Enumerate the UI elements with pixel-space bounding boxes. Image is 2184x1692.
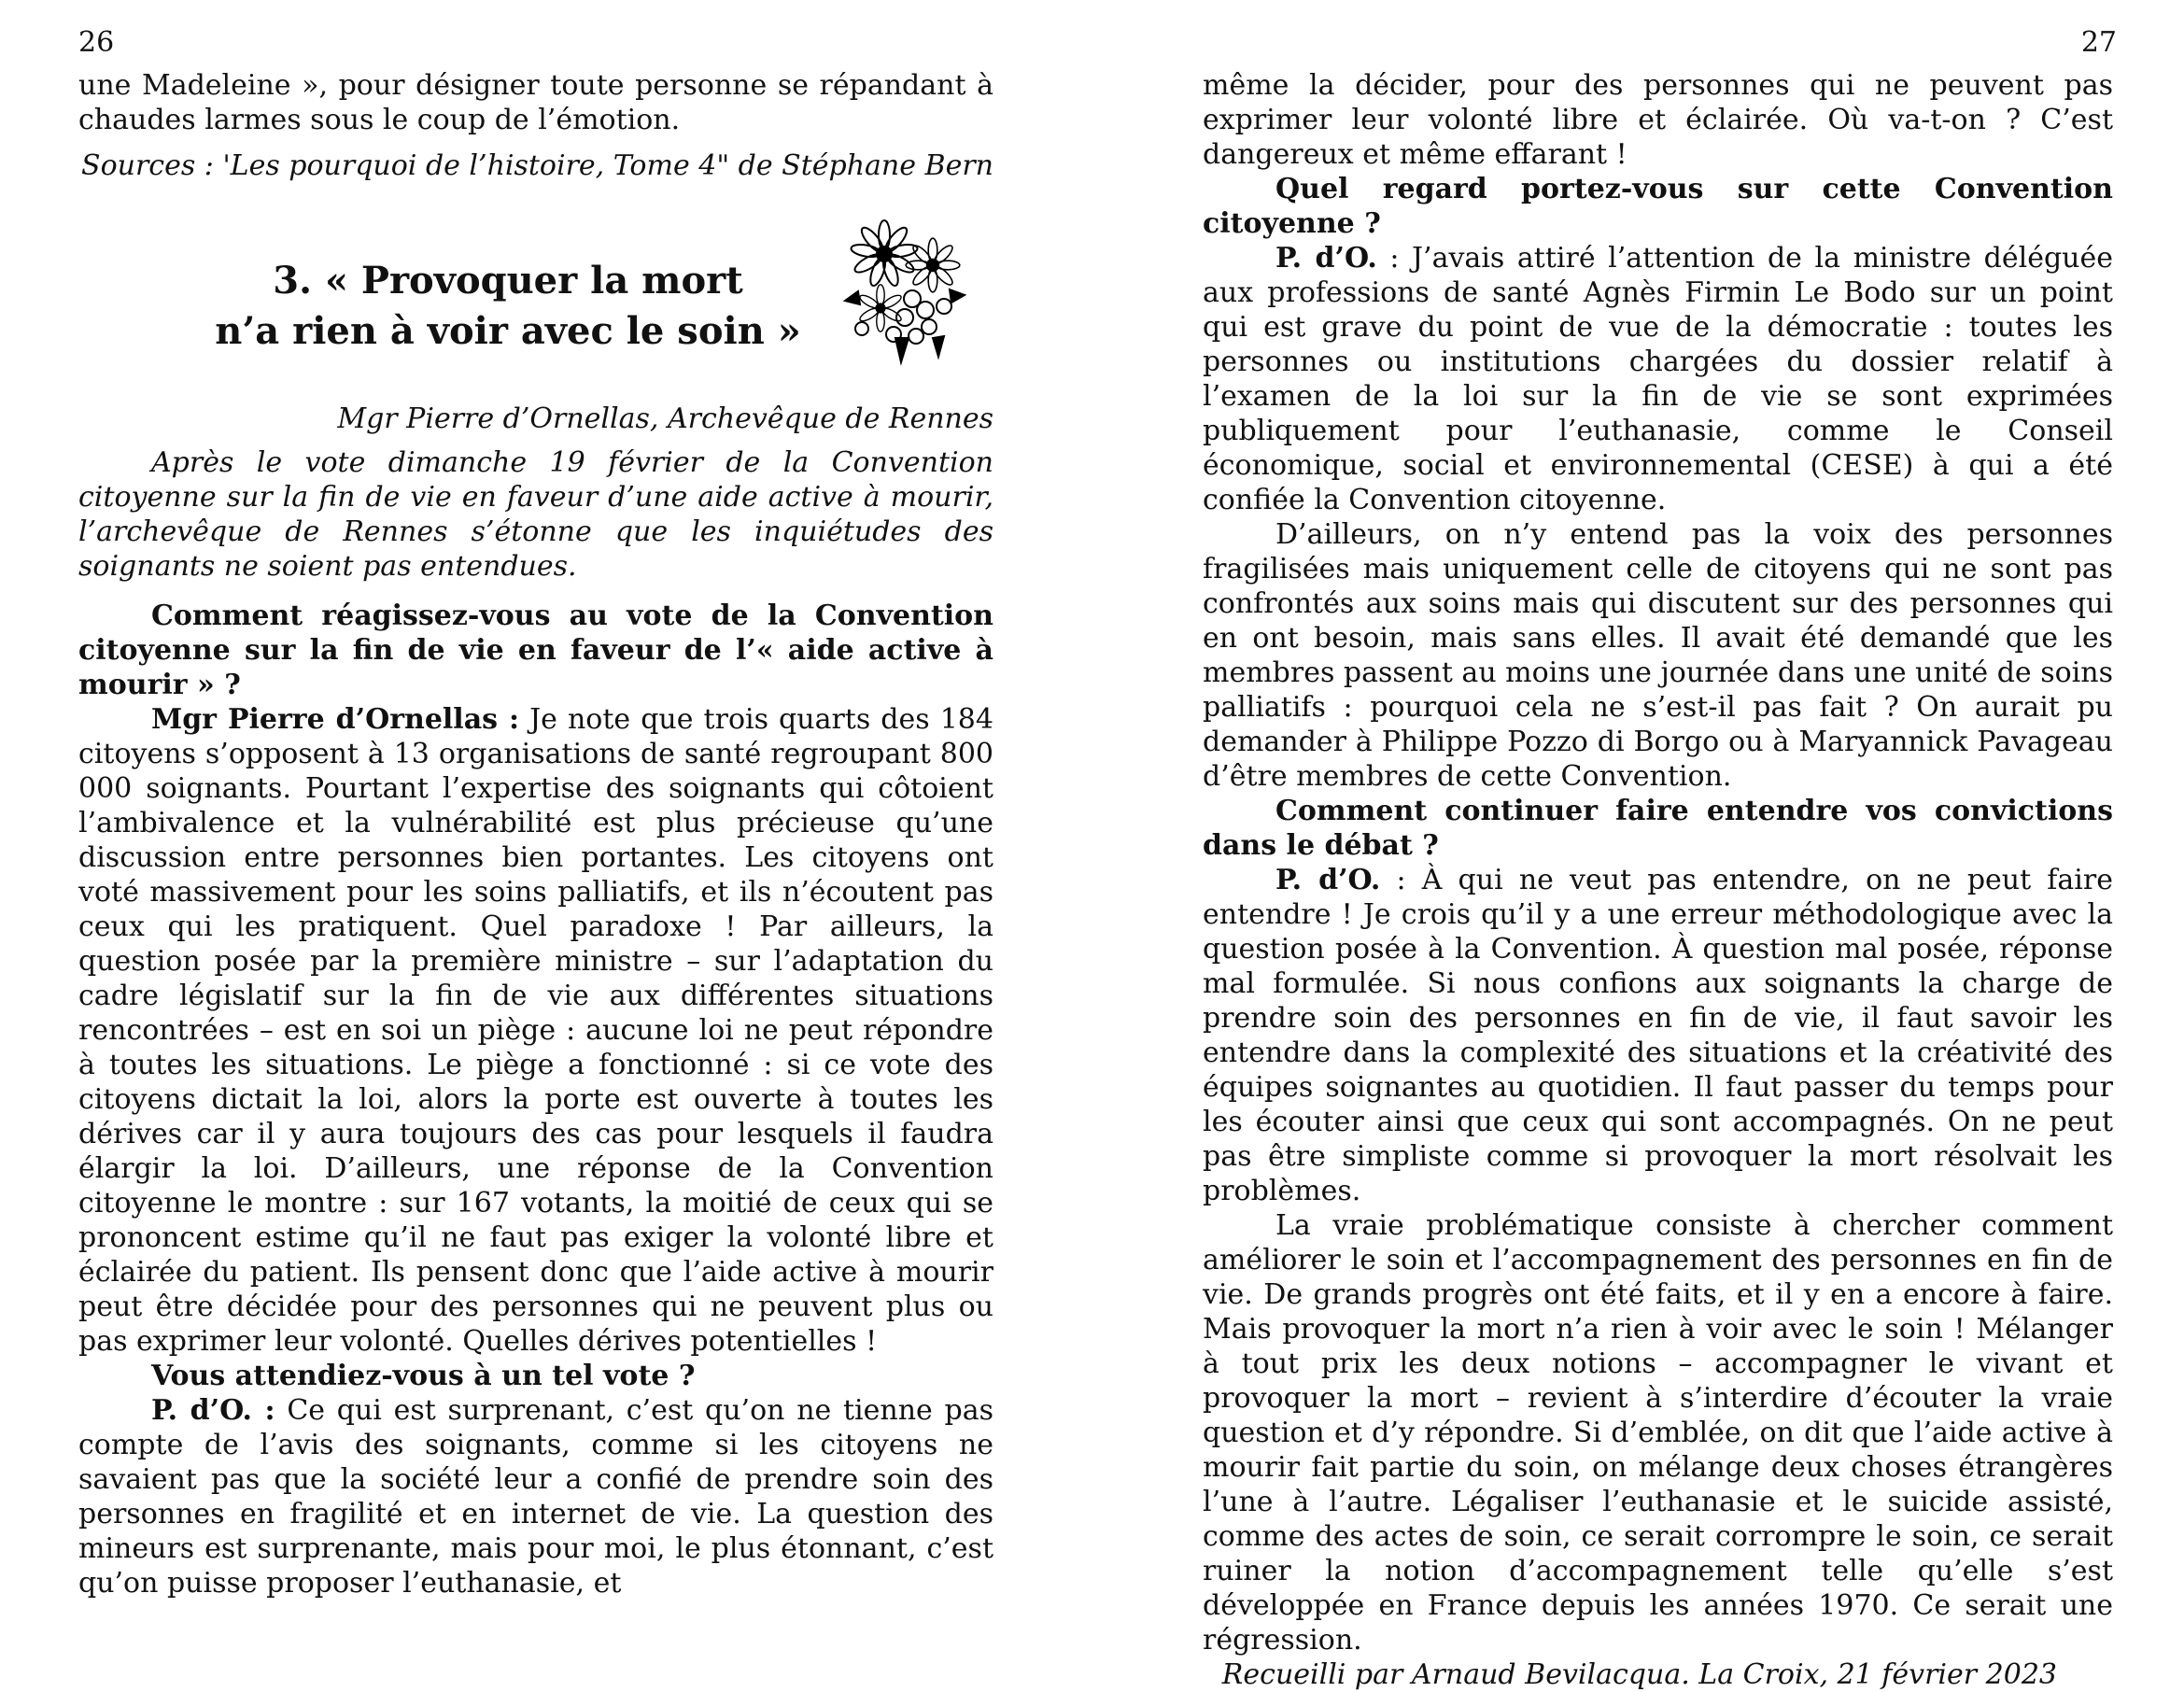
- article-title: [78, 256, 937, 357]
- page-number-right: 27: [2080, 26, 2117, 59]
- right-column: [1203, 68, 2113, 1692]
- sources-line: Sources : 'Les pourquoi de l’histoire, Tome 4" de Stéphane Bern: [81, 149, 993, 182]
- answer-2-text: Ce qui est surprenant, c’est qu’on ne tienne pas compte de l’avis des soignants, comme si les citoyens ne savaient pas que la société leur a confié de prendre soin des personnes en fragilité et en internet de vie. La question des mineurs est surprenante, mais pour moi, le plus étonnant, c’est qu’on puisse proposer l’euthanasie, et: [78, 1394, 993, 1600]
- left-page: [0, 0, 1092, 1600]
- question-4: Comment continuer faire entendre vos convictions dans le débat ?: [1203, 795, 2113, 862]
- intro-paragraph: une Madeleine », pour désigner toute personne se répandant à chaudes larmes sous le coup de l’émotion.: [78, 69, 993, 136]
- page-number-left: 26: [78, 26, 115, 59]
- answer-2: [78, 1393, 993, 1600]
- flower-bouquet-icon: [839, 217, 970, 366]
- answer-1: [78, 702, 993, 1359]
- article-heading: [78, 205, 993, 402]
- paragraph-dailleurs: D’ailleurs, on n’y entend pas la voix des personnes fragilisées mais uniquement celle de citoyens qui ne sont pas confrontés aux soins mais qui discutent sur des personnes qui en ont besoin, mais sans elles. Il avait été demandé que les membres passent au moins une journée dans une unité de soins palliatifs : pourquoi cela ne s’est-il pas fait ? On aurait pu demander à Philippe Pozzo di Borgo ou à Maryannick Pavageau d’être membres de cette Convention.: [1203, 518, 2113, 793]
- article-author: Mgr Pierre d’Ornellas, Archevêque de Rennes: [337, 402, 993, 435]
- article-credit: Recueilli par Arnaud Bevilacqua. La Croix, 21 février 2023: [1221, 1658, 2057, 1691]
- question-3: Quel regard portez-vous sur cette Convention citoyenne ?: [1203, 173, 2113, 240]
- answer-1-text: Je note que trois quarts des 184 citoyens s’opposent à 13 organisations de santé regroupant 800 000 soignants. Pourtant l’expertise des soignants qui côtoient l’ambivalence et la vulnérabilité est plus précieuse qu’une discussion entre personnes bien portantes. Les citoyens ont voté massivement pour les soins palliatifs, et ils n’écoutent pas ceux qui les pratiquent. Quel paradoxe ! Par ailleurs, la question posée par la première ministre – sur l’adaptation du cadre législatif sur la fin de vie aux différentes situations rencontrées – est en soi un piège : aucune loi ne peut répondre à toutes les situations. Le piège a fonctionné : si ce vote des citoyens dictait la loi, alors la porte est ouverte à toutes les dérives car il y aura toujours des cas pour lesquels il faudra élargir la loi. D’ailleurs, une réponse de la Convention citoyenne le montre : sur 167 votants, la moitié de ceux qui se prononcent estime qu’il ne faut pas exiger la volonté libre et éclairée du patient. Ils pensent donc que l’aide active à mourir peut être décidée pour des personnes qui ne peuvent plus ou pas exprimer leur volonté. Quelles dérives potentielles !: [78, 703, 993, 1358]
- answer-4-speaker: P. d’O.: [1275, 864, 1381, 896]
- right-page: [1092, 0, 2184, 1691]
- continued-paragraph: même la décider, pour des personnes qui ne peuvent pas exprimer leur volonté libre et éclairée. Où va-t-on ? C’est dangereux et même effarant !: [1203, 69, 2113, 171]
- answer-4-text: : À qui ne veut pas entendre, on ne peut faire entendre ! Je crois qu’il y a une erreur méthodologique avec la question posée à la Convention. À question mal posée, réponse mal formulée. Si nous confions aux soignants la charge de prendre soin des personnes en fin de vie, il faut savoir les entendre dans la complexité des situations et la créativité des équipes soignantes au quotidien. Il faut passer du temps pour les écouter ainsi que ceux qui sont accompagnés. On ne peut pas être simpliste comme si provoquer la mort résolvait les problèmes.: [1203, 864, 2113, 1207]
- answer-3: [1203, 241, 2113, 517]
- question-1: Comment réagissez-vous au vote de la Convention citoyenne sur la fin de vie en faveur de l’« aide active à mourir » ?: [78, 599, 993, 701]
- answer-4: [1203, 863, 2113, 1208]
- article-chapeau: Après le vote dimanche 19 février de la Convention citoyenne sur la fin de vie en faveur d’une aide active à mourir, l’archevêque de Rennes s’étonne que les inquiétudes des soignants ne soient pas entendues.: [78, 446, 993, 583]
- answer-3-speaker: P. d’O.: [1275, 242, 1377, 275]
- article-title-line-1: 3. « Provoquer la mort: [273, 259, 743, 303]
- article-title-line-2: n’a rien à voir avec le soin »: [215, 309, 801, 353]
- answer-2-speaker: P. d’O. :: [151, 1394, 275, 1427]
- answer-1-speaker: Mgr Pierre d’Ornellas :: [151, 703, 520, 736]
- answer-3-text: : J’avais attiré l’attention de la ministre déléguée aux professions de santé Agnès Firmin Le Bodo sur un point qui est grave du point de vue de la démocratie : toutes les personnes ou institutions chargées du dossier relatif à l’examen de la loi sur la fin de vie se sont exprimées publiquement pour l’euthanasie, comme le Conseil économique, social et environnemental (CESE) à qui a été confiée la Convention citoyenne.: [1203, 242, 2113, 516]
- question-2: Vous attendiez-vous à un tel vote ?: [151, 1360, 696, 1392]
- left-column: [78, 68, 993, 1600]
- paragraph-vraie-problematique: La vraie problématique consiste à chercher comment améliorer le soin et l’accompagnement des personnes en fin de vie. De grands progrès ont été faits, et il y en a encore à faire. Mais provoquer la mort n’a rien à voir avec le soin ! Mélanger à tout prix les deux notions – accompagner le vivant et provoquer la mort – revient à s’interdire d’écouter la vraie question et d’y répondre. Si d’emblée, on dit que l’aide active à mourir fait partie du soin, on mélange deux choses étrangères l’une à l’autre. Légaliser l’euthanasie et le suicide assisté, comme des actes de soin, ce serait corrompre le soin, ce serait ruiner la notion d’accompagnement telle qu’elle s’est développée en France depuis les années 1970. Ce serait une régression.: [1203, 1209, 2113, 1657]
